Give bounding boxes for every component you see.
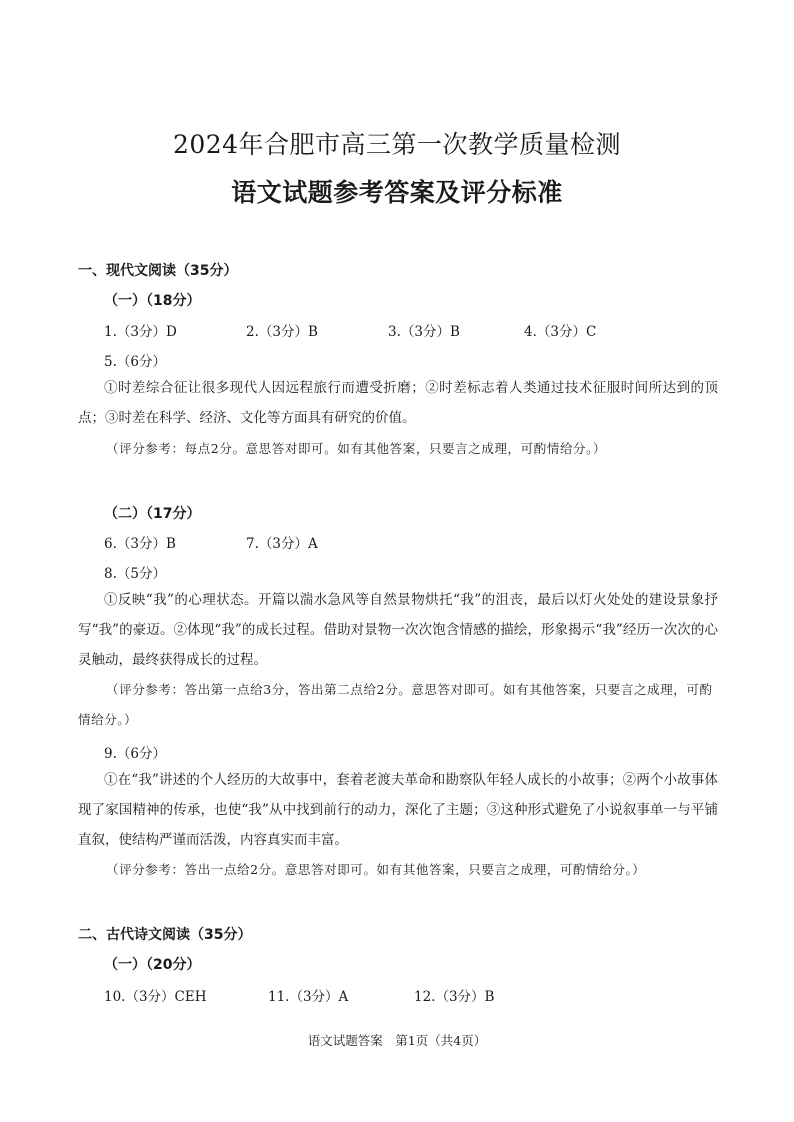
question-5-answer: ①时差综合征让很多现代人因远程旅行而遭受折磨；②时差标志着人类通过技术征服时间所达到的顶点；③时差在科学、经济、文化等方面具有研究的价值。 xyxy=(78,380,718,426)
answer-2: 2.（3分）B xyxy=(246,324,318,340)
answer-1: 1.（3分）D xyxy=(104,324,177,340)
section-heading-classical-reading: 二、古代诗文阅读（35分） xyxy=(78,927,252,943)
question-9-answer: ①在“我”讲述的个人经历的大故事中，套着老渡夫革命和勘察队年轻人成长的小故事；②两个小故事体现了家国精神的传承，也使“我”从中找到前行的动力，深化了主题；③这种形式避免了小说叙事单一与平铺直叙，使结构严谨而活泼，内容真实而丰富。 xyxy=(78,772,718,848)
subsection-heading-1-1: （一）（18分） xyxy=(104,293,201,309)
answer-11: 11.（3分）A xyxy=(268,989,349,1005)
question-5-label: 5.（6分） xyxy=(104,354,166,370)
question-9-scoring-note: （评分参考：答出一点给2分。意思答对即可。如有其他答案，只要言之成理，可酌情给分。） xyxy=(106,862,646,877)
answer-12: 12.（3分）B xyxy=(414,989,495,1005)
subsection-heading-2-1: （一）（20分） xyxy=(104,957,201,973)
subsection-heading-1-2: （二）（17分） xyxy=(104,506,201,522)
question-8-label: 8.（5分） xyxy=(104,566,166,582)
question-8-answer: ①反映“我”的心理状态。开篇以湍水急风等自然景物烘托“我”的沮丧，最后以灯火处处的建设景象抒写“我”的豪迈。②体现“我”的成长过程。借助对景物一次次饱含情感的描绘，形象揭示“我”经历一次次的心灵触动，最终获得成长的过程。 xyxy=(78,592,718,668)
answer-6: 6.（3分）B xyxy=(104,536,176,552)
question-8-scoring-note: （评分参考：答出第一点给3分，答出第二点给2分。意思答对即可。如有其他答案，只要言之成理，可酌情给分。） xyxy=(78,682,713,727)
page-title: 2024年合肥市高三第一次教学质量检测 xyxy=(172,130,622,159)
page-footer: 语文试题答案 第1页（共4页） xyxy=(307,1033,487,1048)
answer-7: 7.（3分）A xyxy=(246,536,318,552)
question-5-scoring-note: （评分参考：每点2分。意思答对即可。如有其他答案，只要言之成理，可酌情给分。） xyxy=(106,441,607,456)
page-subtitle: 语文试题参考答案及评分标准 xyxy=(231,178,563,207)
section-heading-modern-reading: 一、现代文阅读（35分） xyxy=(78,263,238,279)
answer-4: 4.（3分）C xyxy=(524,324,597,340)
question-9-label: 9.（6分） xyxy=(104,746,166,762)
answer-3: 3.（3分）B xyxy=(388,324,460,340)
answer-10: 10.（3分）CEH xyxy=(104,989,207,1005)
